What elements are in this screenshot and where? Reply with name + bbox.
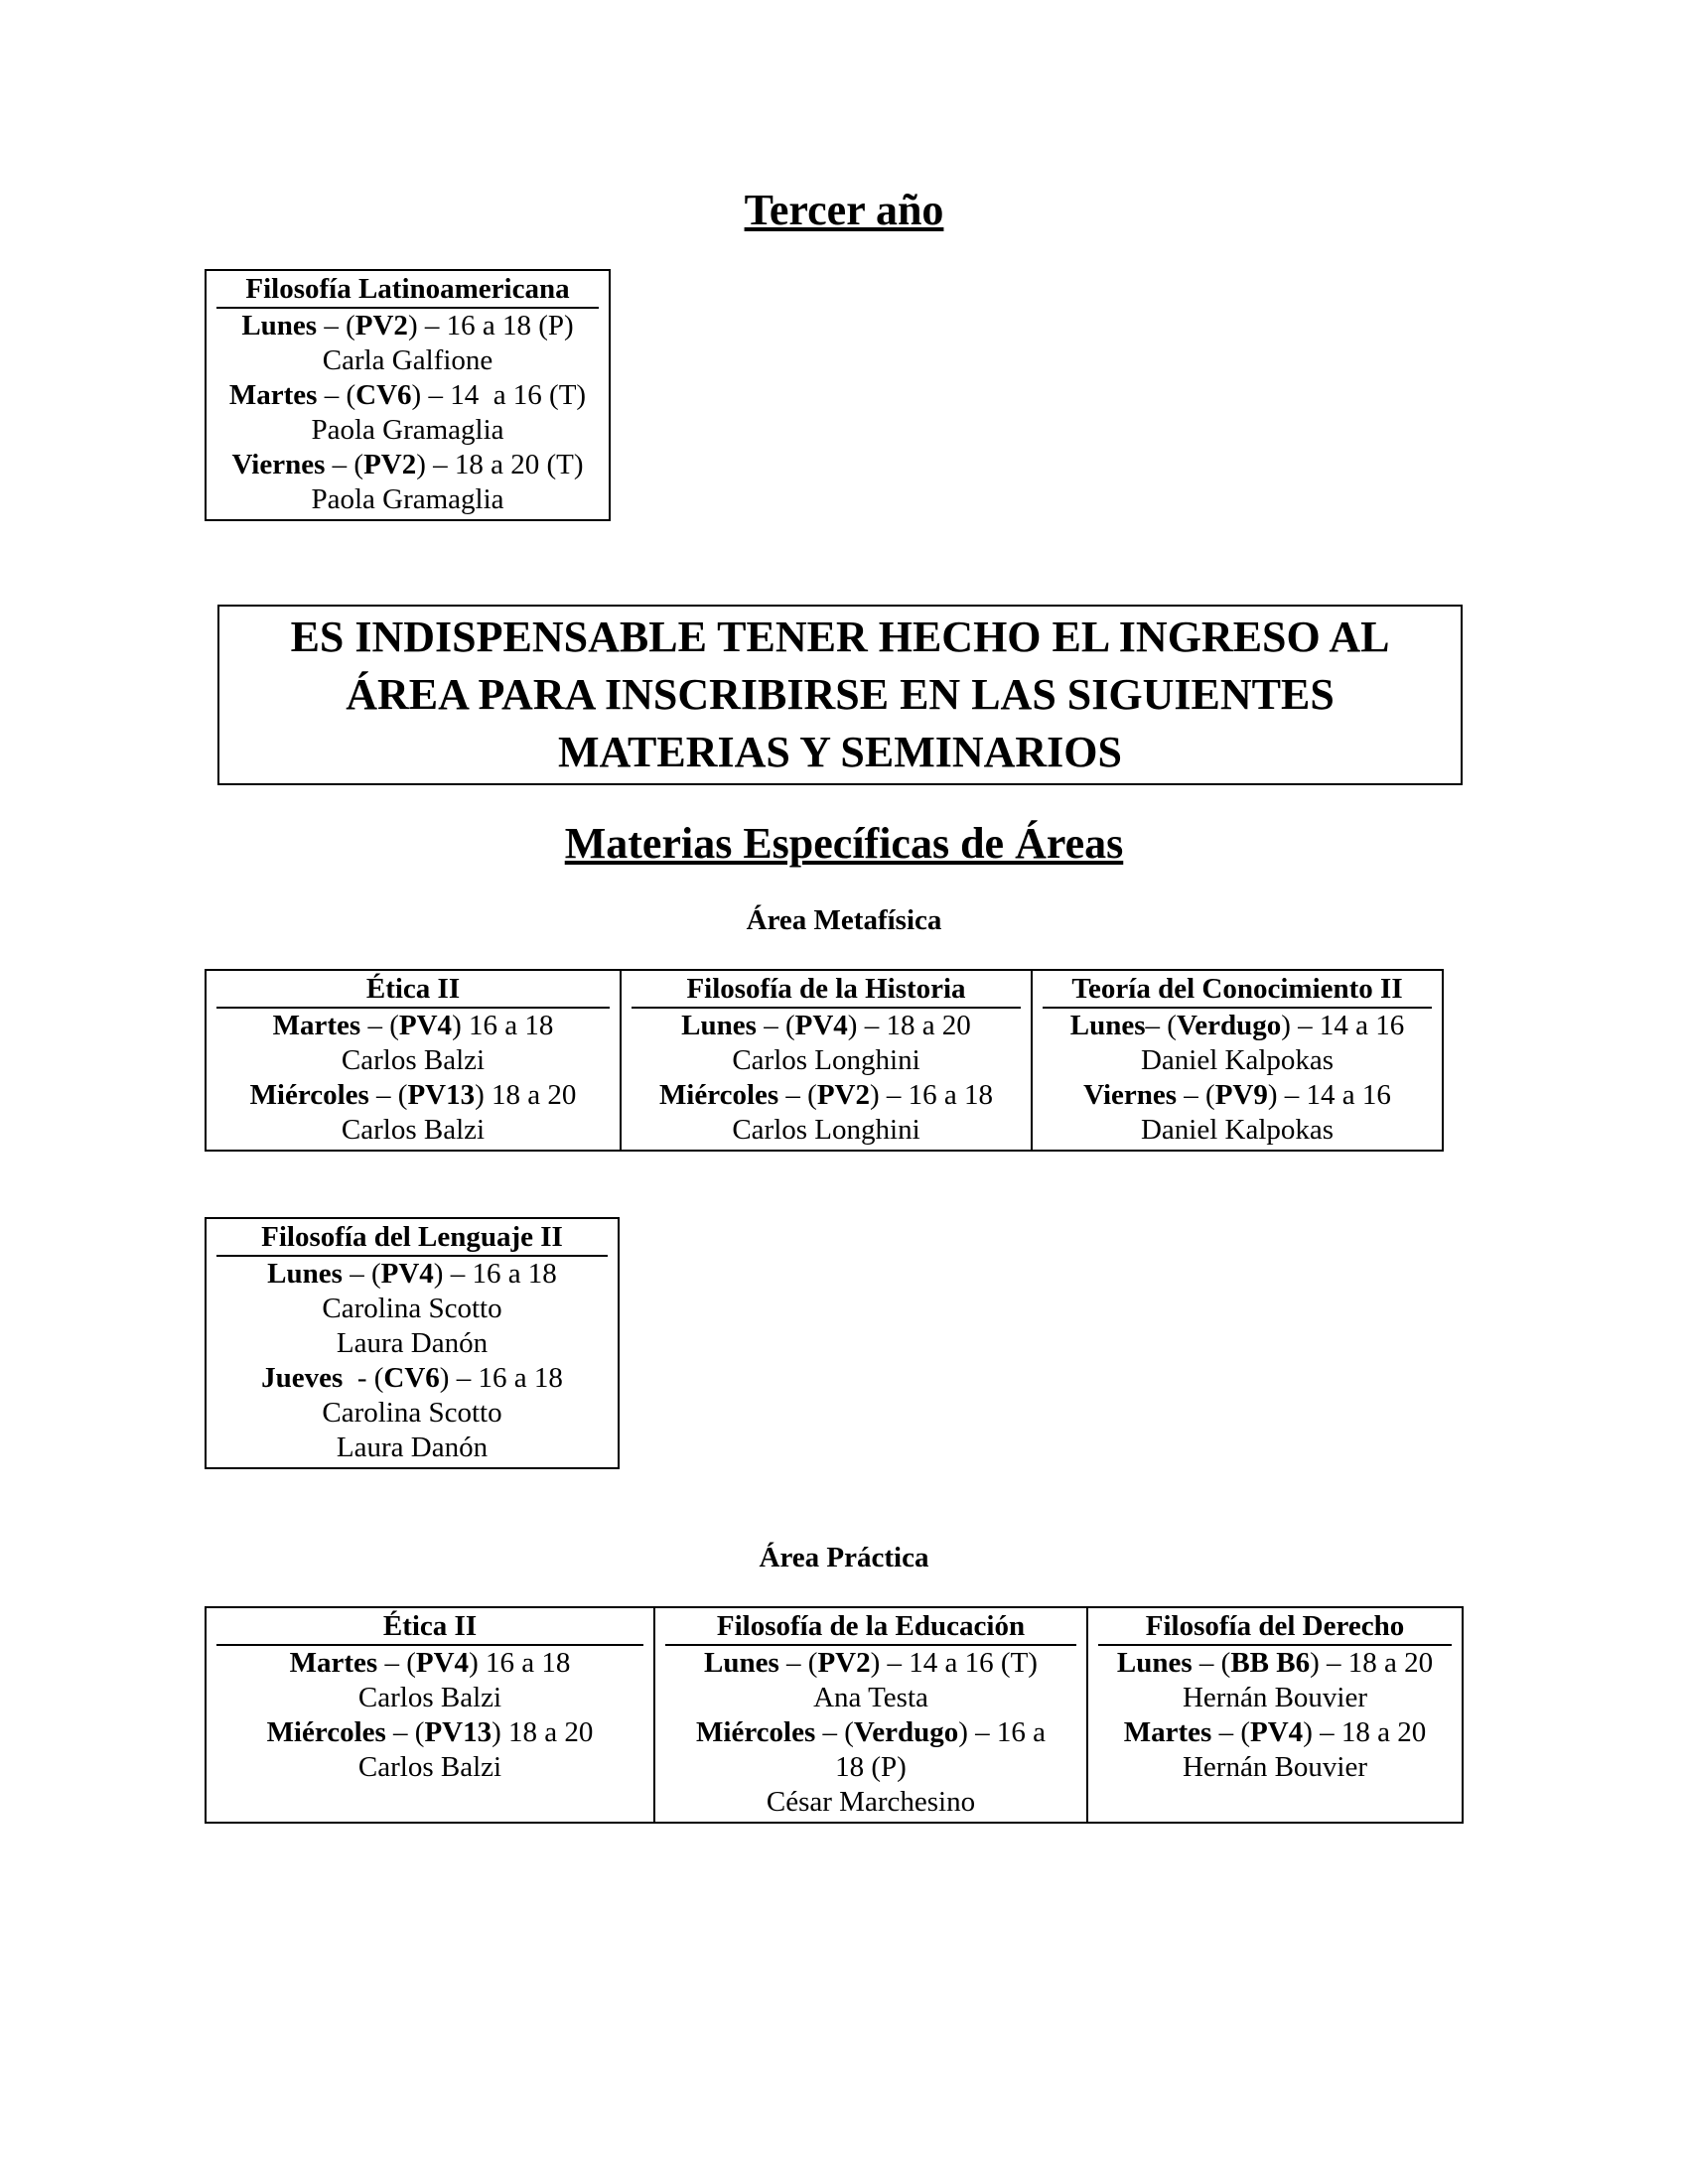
schedule-line [216,448,599,482]
instructor-name: Carlos Longhini [732,1114,920,1146]
schedule-line [216,309,599,343]
instructor-name: César Marchesino [766,1786,976,1818]
schedule-separator: – ( [1192,1647,1231,1679]
course-lines [665,1646,1076,1820]
schedule-separator: – ( [342,1258,381,1290]
schedule-room: Verdugo [1176,1010,1282,1041]
course-title: Ética II [216,971,610,1009]
schedule-line [216,1078,610,1113]
schedule-time: ) – 18 a 20 [1310,1647,1434,1679]
schedule-separator: - ( [343,1362,384,1394]
schedule-day: Martes [1123,1716,1212,1748]
instructor-name: Daniel Kalpokas [1140,1044,1335,1076]
schedule-separator: – ( [377,1647,416,1679]
instructor-name: 18 (P) [835,1751,907,1783]
instructor-name: Carlos Balzi [357,1682,502,1713]
course-cell [206,1607,654,1823]
schedule-room: PV4 [415,1647,470,1679]
course-lines [216,1646,643,1785]
schedule-day: Miércoles [696,1716,816,1748]
instructor-name: Carlos Balzi [341,1044,486,1076]
schedule-room: BB B6 [1230,1647,1311,1679]
course-lines [216,1009,610,1148]
schedule-time: ) – 16 a 18 [433,1258,557,1290]
schedule-day: Jueves [261,1362,344,1394]
schedule-time: ) – 14 a 16 [1281,1010,1405,1041]
schedule-day: Miércoles [658,1079,779,1111]
schedule-line [216,1257,608,1292]
course-lines [216,309,599,517]
course-lines [216,1257,608,1465]
area-metafisica-table [205,969,1444,1152]
course-title: Filosofía de la Historia [632,971,1021,1009]
schedule-room: CV6 [383,1362,440,1394]
course-title: Filosofía Latinoamericana [216,271,599,309]
schedule-separator: – ( [317,379,356,411]
schedule-day: Martes [272,1010,361,1041]
instructor-name: Carlos Longhini [732,1044,920,1076]
course-title: Teoría del Conocimiento II [1043,971,1432,1009]
schedule-separator: – ( [756,1010,795,1041]
schedule-separator: – ( [1211,1716,1251,1748]
schedule-separator: – ( [778,1079,817,1111]
instructor-name: Paola Gramaglia [311,414,504,446]
schedule-day: Lunes [241,310,318,341]
schedule-room: PV13 [424,1716,492,1748]
schedule-separator: – ( [1145,1010,1177,1041]
course-lines [632,1009,1021,1148]
course-cell [1032,970,1443,1151]
course-cell [621,970,1032,1151]
course-title: Filosofía del Lenguaje II [216,1219,608,1257]
schedule-day: Martes [289,1647,378,1679]
instructor-name: Carlos Balzi [341,1114,486,1146]
instructor-name: Laura Danón [336,1327,489,1359]
schedule-time: ) – 16 a 18 [439,1362,563,1394]
schedule-time: ) 16 a 18 [469,1647,571,1679]
schedule-time: ) – 18 a 20 [847,1010,971,1041]
schedule-separator: – ( [1177,1079,1215,1111]
schedule-room: PV4 [1250,1716,1304,1748]
course-title: Ética II [216,1608,643,1646]
instructor-name: Ana Testa [813,1682,928,1713]
area-practica-table [205,1606,1464,1824]
schedule-room: PV4 [398,1010,453,1041]
schedule-separator: – ( [325,449,364,480]
instructor-name: Carlos Balzi [357,1751,502,1783]
schedule-day: Lunes [267,1258,343,1290]
schedule-day: Viernes [231,449,326,480]
area-metafisica-title: Área Metafísica [746,904,942,936]
schedule-line [216,1361,608,1396]
schedule-line [632,1009,1021,1043]
schedule-room: PV4 [380,1258,434,1290]
latinoamericana-table [205,269,611,521]
schedule-time: ) 18 a 20 [492,1716,594,1748]
instructor-name: Carolina Scotto [322,1293,502,1324]
instructor-name: Hernán Bouvier [1182,1682,1368,1713]
instructor-name: Laura Danón [336,1432,489,1463]
schedule-separator: – ( [368,1079,408,1111]
schedule-separator: – ( [385,1716,425,1748]
schedule-room: PV13 [407,1079,476,1111]
schedule-separator: – ( [317,310,355,341]
page-title: Tercer año [744,186,944,234]
course-cell [206,970,621,1151]
schedule-time: ) – 14 a 16 (T) [870,1647,1038,1679]
schedule-room: PV9 [1214,1079,1268,1111]
schedule-room: PV2 [363,449,417,480]
schedule-time: ) – 16 a 18 [870,1079,994,1111]
course-cell [1087,1607,1463,1823]
schedule-separator: – ( [815,1716,854,1748]
schedule-separator: – ( [360,1010,399,1041]
area-practica-title: Área Práctica [759,1542,929,1573]
instructor-name: Carla Galfione [322,344,493,376]
schedule-time: ) 18 a 20 [475,1079,577,1111]
course-cell [206,270,610,520]
schedule-room: CV6 [355,379,412,411]
schedule-line [216,1715,643,1750]
course-lines [1098,1646,1452,1785]
schedule-day: Viernes [1083,1079,1178,1111]
schedule-day: Miércoles [249,1079,369,1111]
schedule-line [665,1646,1076,1681]
schedule-room: PV2 [817,1647,871,1679]
instructor-name: Daniel Kalpokas [1140,1114,1335,1146]
schedule-line [1098,1646,1452,1681]
schedule-time: ) – 18 a 20 [1303,1716,1427,1748]
course-title: Filosofía del Derecho [1098,1608,1452,1646]
schedule-line [1098,1715,1452,1750]
schedule-day: Miércoles [266,1716,386,1748]
schedule-time: ) 16 a 18 [452,1010,554,1041]
section-title: Materias Específicas de Áreas [564,819,1124,868]
schedule-room: Verdugo [853,1716,959,1748]
schedule-separator: – ( [778,1647,818,1679]
schedule-room: PV2 [816,1079,871,1111]
course-cell [654,1607,1087,1823]
schedule-room: PV4 [794,1010,848,1041]
notice-text: ES INDISPENSABLE TENER HECHO EL INGRESO AL ÁREA PARA INSCRIBIRSE EN LAS SIGUIENTES MATERIAS Y SEMINARIOS [290,613,1390,776]
instructor-name: Paola Gramaglia [311,483,504,515]
instructor-name: Hernán Bouvier [1182,1751,1368,1783]
schedule-line [216,1009,610,1043]
course-cell [206,1218,619,1468]
schedule-time: ) – 16 a [958,1716,1046,1748]
course-lines [1043,1009,1432,1148]
schedule-line [1043,1009,1432,1043]
schedule-line [632,1078,1021,1113]
schedule-line [216,1646,643,1681]
course-title: Filosofía de la Educación [665,1608,1076,1646]
schedule-line [665,1715,1076,1750]
lenguaje-table [205,1217,620,1469]
schedule-time: ) – 18 a 20 (T) [416,449,584,480]
schedule-time: ) – 14 a 16 (T) [411,379,587,411]
schedule-room: PV2 [354,310,408,341]
schedule-line [216,378,599,413]
schedule-day: Lunes [704,1647,779,1679]
schedule-time: ) – 14 a 16 [1267,1079,1391,1111]
schedule-day: Martes [228,379,318,411]
schedule-day: Lunes [681,1010,757,1041]
schedule-day: Lunes [1116,1647,1193,1679]
notice-box [217,605,1463,785]
schedule-line [1043,1078,1432,1113]
instructor-name: Carolina Scotto [322,1397,502,1429]
schedule-day: Lunes [1069,1010,1146,1041]
schedule-time: ) – 16 a 18 (P) [407,310,574,341]
